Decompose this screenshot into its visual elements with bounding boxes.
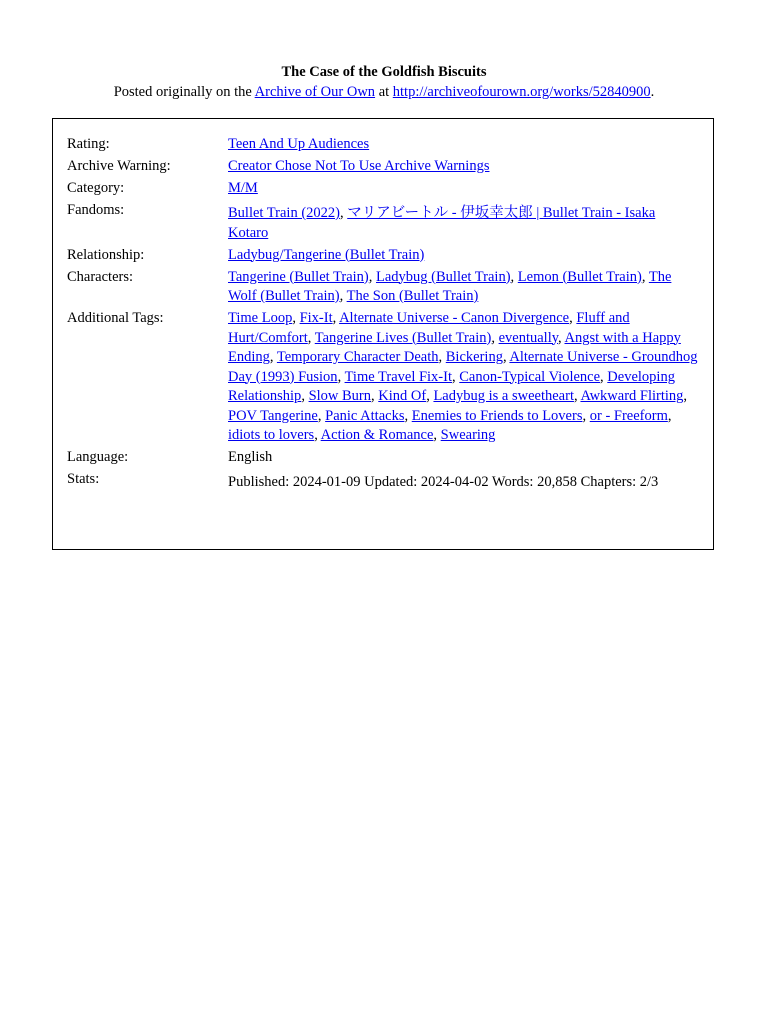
work-title: The Case of the Goldfish Biscuits [281,64,487,80]
tag-separator: , [683,388,688,404]
tag-separator: , [314,427,321,443]
tag-separator: , [558,329,565,346]
stats-label: Stats: [67,471,100,487]
tag-separator: , [301,388,309,404]
tag-separator: , [573,388,581,404]
language-row [67,448,699,470]
tag-separator: , [292,310,300,326]
tag-link[interactable]: The Son (Bullet Train) [346,288,479,304]
tag-separator: , [600,368,608,385]
tag-link[interactable]: Swearing [440,427,496,443]
relationship-value [228,246,699,268]
tag-separator: , [339,288,347,304]
stats-row [67,470,699,495]
posted-suffix: . [650,84,655,100]
tag-separator: , [569,310,577,326]
additional-tags-row [67,309,699,448]
tag-link[interactable]: Tangerine Lives (Bullet Train) [314,329,492,346]
tag-link[interactable]: Ladybug is a sweetheart [433,388,574,404]
tag-link[interactable]: Time Travel Fix-It [344,368,452,385]
metadata-box [52,118,714,550]
tag-separator: , [641,268,649,285]
tag-separator: , [269,349,277,365]
tag-link[interactable]: The Wolf (Bullet Train) [228,268,672,304]
tag-separator: , [582,407,590,424]
rating-row [67,135,699,157]
tag-separator: , [667,407,672,424]
language-value: English [228,449,273,465]
tag-link[interactable]: or - Freeform [589,407,668,424]
warning-row [67,157,699,179]
tag-link[interactable]: マリアビートル - 伊坂幸太郎 | Bullet Train - Isaka Kotaro [228,205,656,241]
tag-link[interactable]: Angst with a Happy Ending [228,329,681,365]
tag-link[interactable]: Kind Of [378,388,427,404]
category-value [228,179,699,201]
additional-tags-value [228,309,699,448]
tag-separator: , [368,268,376,285]
tag-link[interactable]: M/M [228,180,258,196]
tag-link[interactable]: Enemies to Friends to Lovers [411,407,583,424]
fandoms-row [67,201,699,246]
tag-link[interactable]: Action & Romance [320,427,434,443]
posted-mid: at [375,84,393,100]
tag-link[interactable]: Alternate Universe - Canon Divergence [339,310,570,326]
tag-link[interactable]: Developing Relationship [228,368,675,404]
posted-prefix: Posted originally on the [113,84,255,100]
tag-separator: , [404,407,412,424]
rating-label: Rating: [67,136,110,152]
characters-value [228,268,699,310]
warning-label: Archive Warning: [67,158,171,174]
tag-separator: , [452,368,460,385]
additional-tags-label: Additional Tags: [67,310,164,326]
category-label: Category: [67,180,125,196]
tag-separator: , [438,349,446,365]
work-url-link[interactable]: http://archiveofourown.org/works/52840900 [392,84,651,100]
tag-link[interactable]: Bullet Train (2022) [228,205,340,221]
tag-separator: , [433,427,441,443]
tag-link[interactable]: eventually [498,329,559,346]
tag-separator: , [337,368,345,385]
tag-link[interactable]: Ladybug/Tangerine (Bullet Train) [228,246,425,263]
tag-link[interactable]: Canon-Typical Violence [459,368,601,385]
tag-link[interactable]: Awkward Flirting [580,388,684,404]
characters-label: Characters: [67,268,134,285]
language-label: Language: [67,449,129,465]
tag-separator: , [332,310,340,326]
tag-separator: , [307,329,315,346]
tag-link[interactable]: Tangerine (Bullet Train) [228,268,369,285]
tag-link[interactable]: Bickering [445,349,503,365]
tag-link[interactable]: Ladybug (Bullet Train) [376,268,511,285]
relationship-label: Relationship: [67,246,145,263]
tag-link[interactable]: Slow Burn [308,388,372,404]
tag-separator: , [371,388,379,404]
archive-link[interactable]: Archive of Our Own [254,84,376,100]
relationship-row [67,246,699,268]
tag-link[interactable]: Fix-It [299,310,333,326]
tag-link[interactable]: Alternate Universe - Groundhog Day (1993) Fusion [228,349,698,385]
category-row [67,179,699,201]
tag-separator: , [510,268,518,285]
work-header [0,62,768,102]
tag-link[interactable]: Teen And Up Audiences [228,136,370,152]
tag-link[interactable]: Time Loop [228,310,293,326]
stats-value: Published: 2024-01-09 Updated: 2024-04-02 Words: 20,858 Chapters: 2/3 [228,474,659,490]
tag-separator: , [339,205,348,221]
tag-separator: , [491,329,499,346]
rating-value [228,135,699,157]
tag-link[interactable]: Temporary Character Death [276,349,439,365]
fandoms-label: Fandoms: [67,202,125,218]
tag-link[interactable]: Fluff and Hurt/Comfort [228,310,630,346]
posted-line [0,82,768,102]
tag-separator: , [502,349,510,365]
warning-value [228,157,699,179]
tag-separator: , [426,388,434,404]
tag-link[interactable]: Lemon (Bullet Train) [517,268,642,285]
tag-link[interactable]: idiots to lovers [228,427,315,443]
fandoms-value [228,201,699,246]
characters-row [67,268,699,310]
tag-link[interactable]: POV Tangerine [228,407,318,424]
metadata-table [67,135,699,495]
tag-link[interactable]: Creator Chose Not To Use Archive Warnings [228,158,490,174]
tag-separator: , [317,407,326,424]
tag-link[interactable]: Panic Attacks [325,407,405,424]
